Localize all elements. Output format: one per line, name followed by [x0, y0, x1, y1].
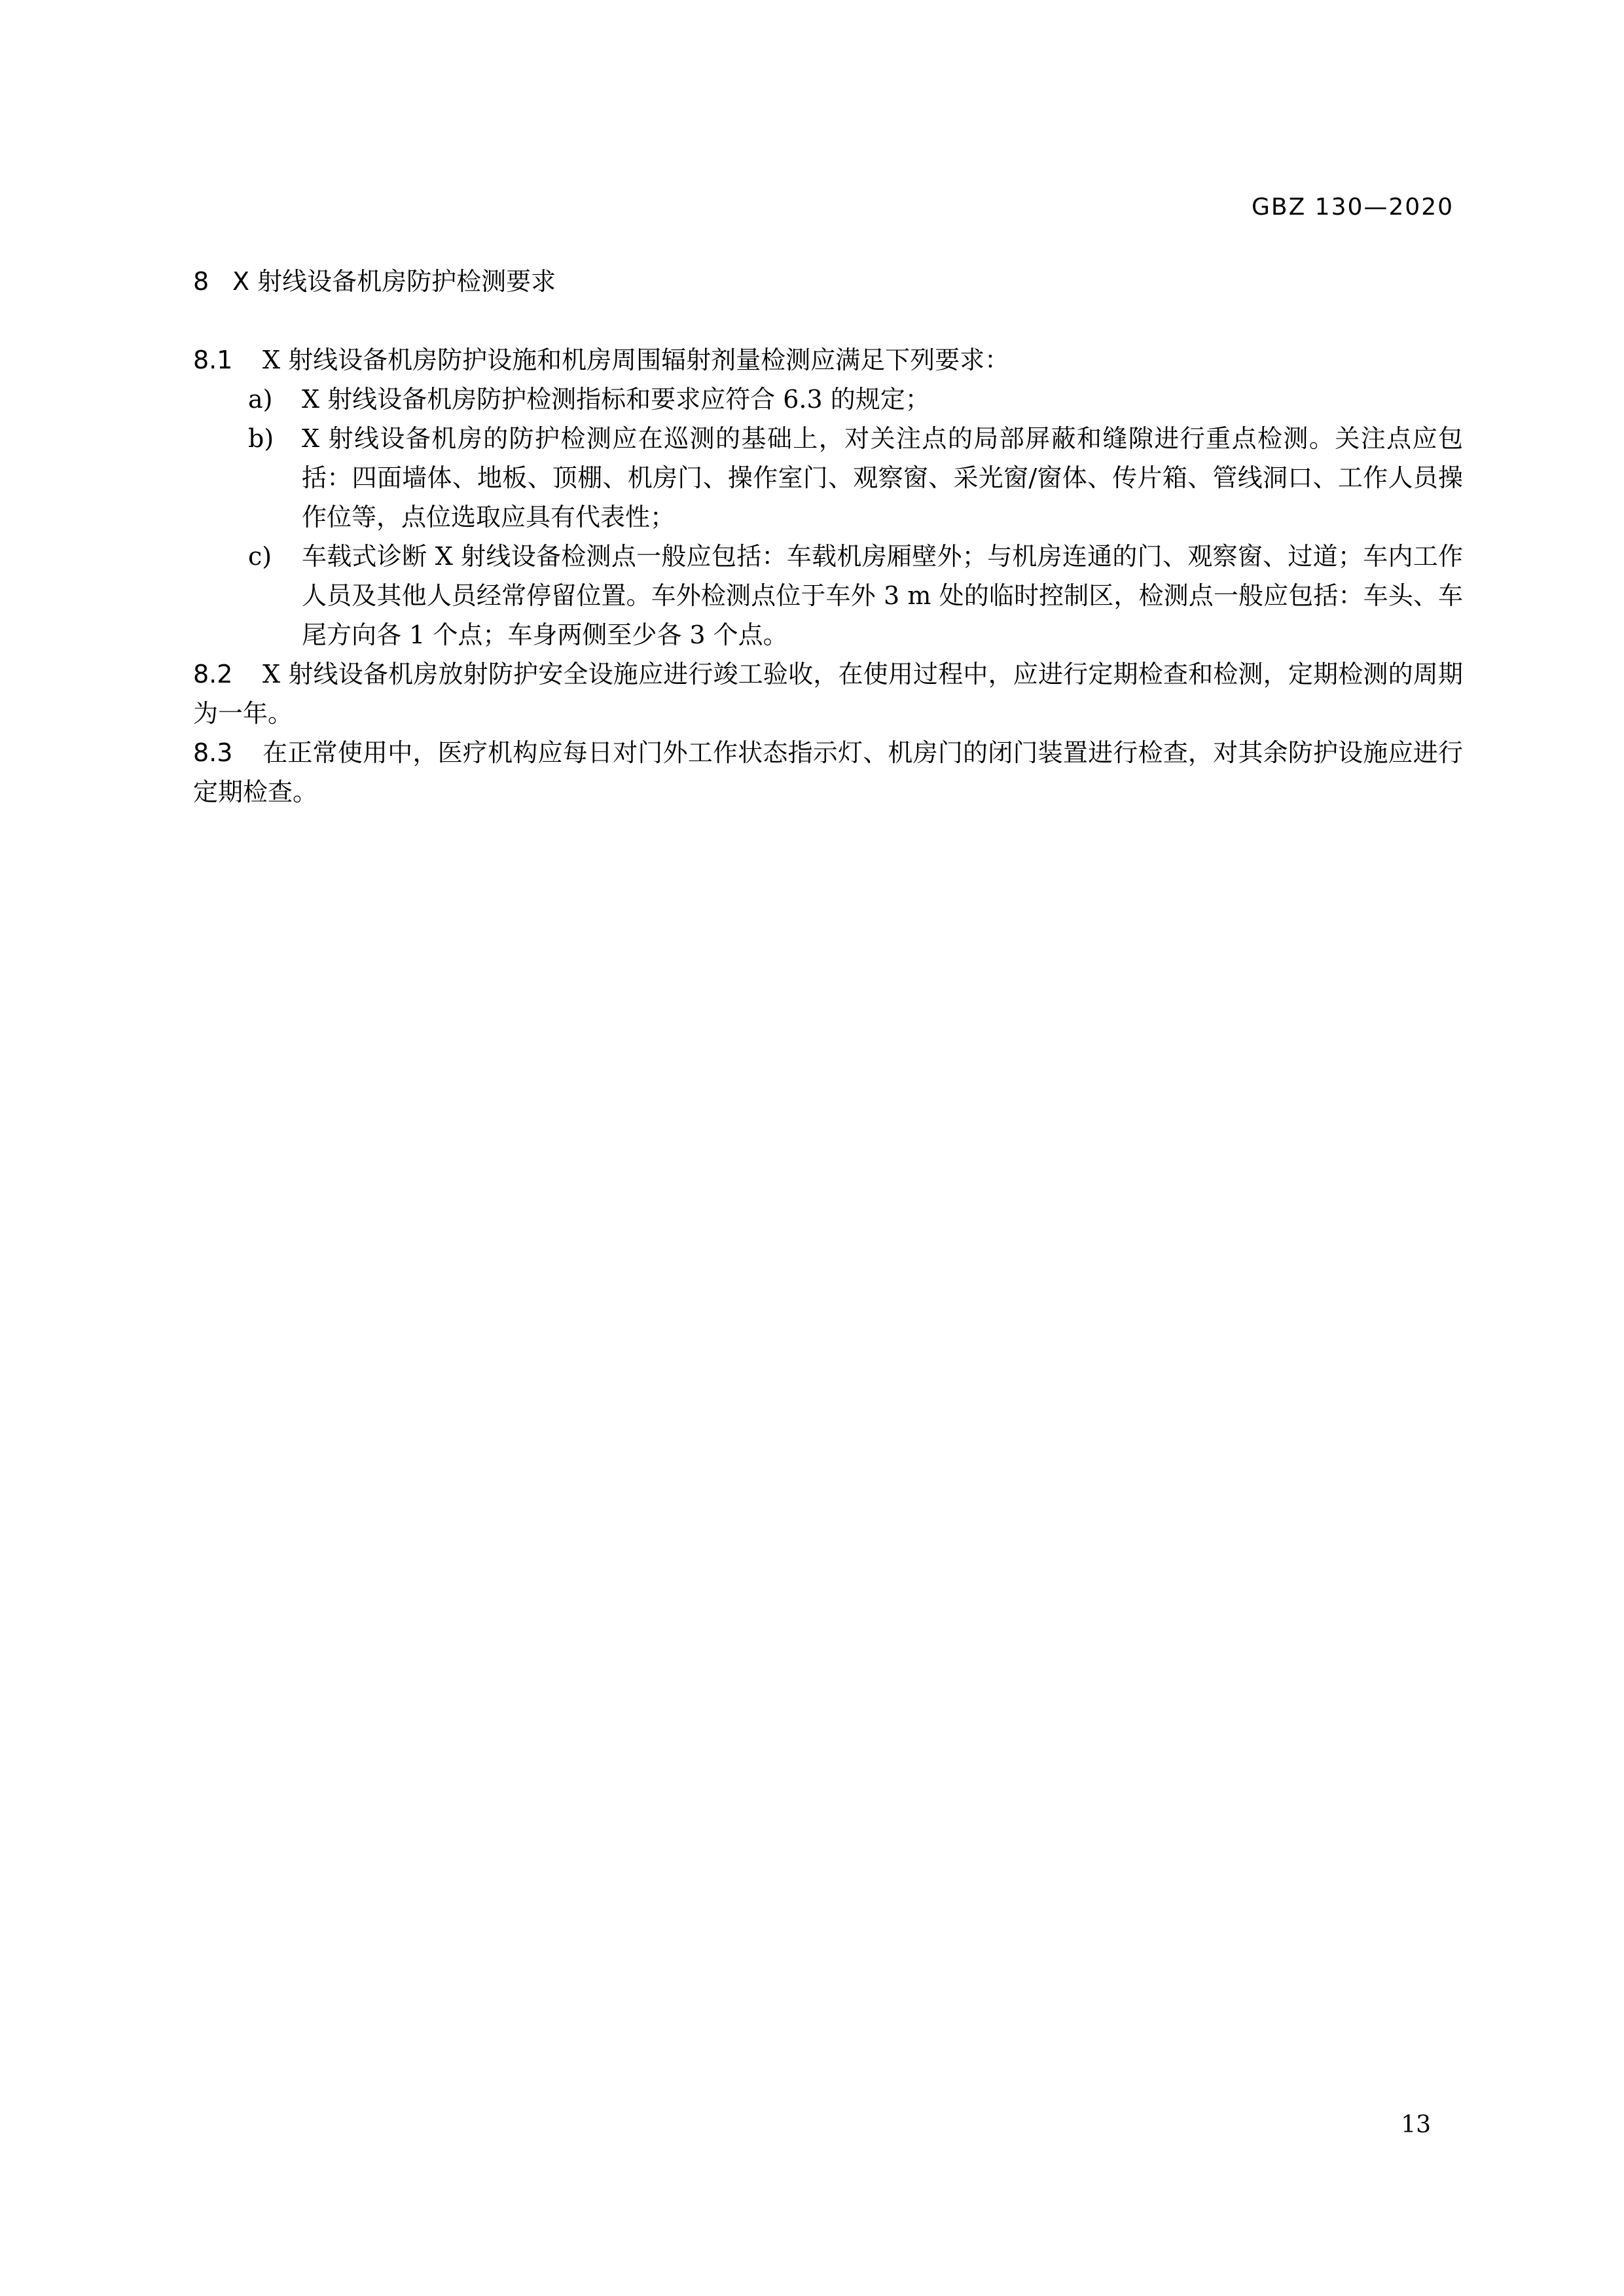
list-item-text: 车载式诊断 X 射线设备检测点一般应包括：车载机房厢壁外；与机房连通的门、观察窗、过道；车内工作人员及其他人员经常停留位置。车外检测点位于车外 3 m 处的临时控制区，检测点一般应包括：车头、车尾方向各 1 个点；车身两侧至少各 3 个点。 [302, 542, 1463, 649]
list-item-b [193, 419, 1463, 537]
clause-8-3 [193, 733, 1463, 812]
section-number: 8 [193, 267, 209, 296]
section-heading [193, 262, 1463, 301]
clause-number: 8.2 [193, 660, 233, 689]
clause-text: X 射线设备机房防护设施和机房周围辐射剂量检测应满足下列要求： [262, 346, 1010, 374]
list-item-text: X 射线设备机房防护检测指标和要求应符合 6.3 的规定； [302, 385, 930, 414]
list-marker: c) [248, 542, 272, 571]
clause-number: 8.3 [193, 738, 233, 767]
list-marker: a) [248, 385, 273, 414]
page-number: 13 [1401, 2111, 1431, 2138]
clause-text: X 射线设备机房放射防护安全设施应进行竣工验收，在使用过程中，应进行定期检查和检测，定期检测的周期为一年。 [193, 660, 1463, 728]
clause-number: 8.1 [193, 346, 233, 374]
page-content [193, 262, 1463, 812]
section-title: X 射线设备机房防护检测要求 [232, 267, 556, 296]
list-item-text: X 射线设备机房的防护检测应在巡测的基础上，对关注点的局部屏蔽和缝隙进行重点检测。关注点应包括：四面墙体、地板、顶棚、机房门、操作室门、观察窗、采光窗/窗体、传片箱、管线洞口、工作人员操作位等，点位选取应具有代表性； [302, 424, 1463, 531]
clause-8-2 [193, 655, 1463, 733]
list-marker: b) [248, 424, 274, 453]
list-item-c [193, 537, 1463, 655]
list-item-a [193, 380, 1463, 419]
clause-text: 在正常使用中，医疗机构应每日对门外工作状态指示灯、机房门的闭门装置进行检查，对其余防护设施应进行定期检查。 [193, 738, 1463, 806]
document-code: GBZ 130—2020 [1251, 194, 1454, 221]
clause-8-1 [193, 340, 1463, 380]
